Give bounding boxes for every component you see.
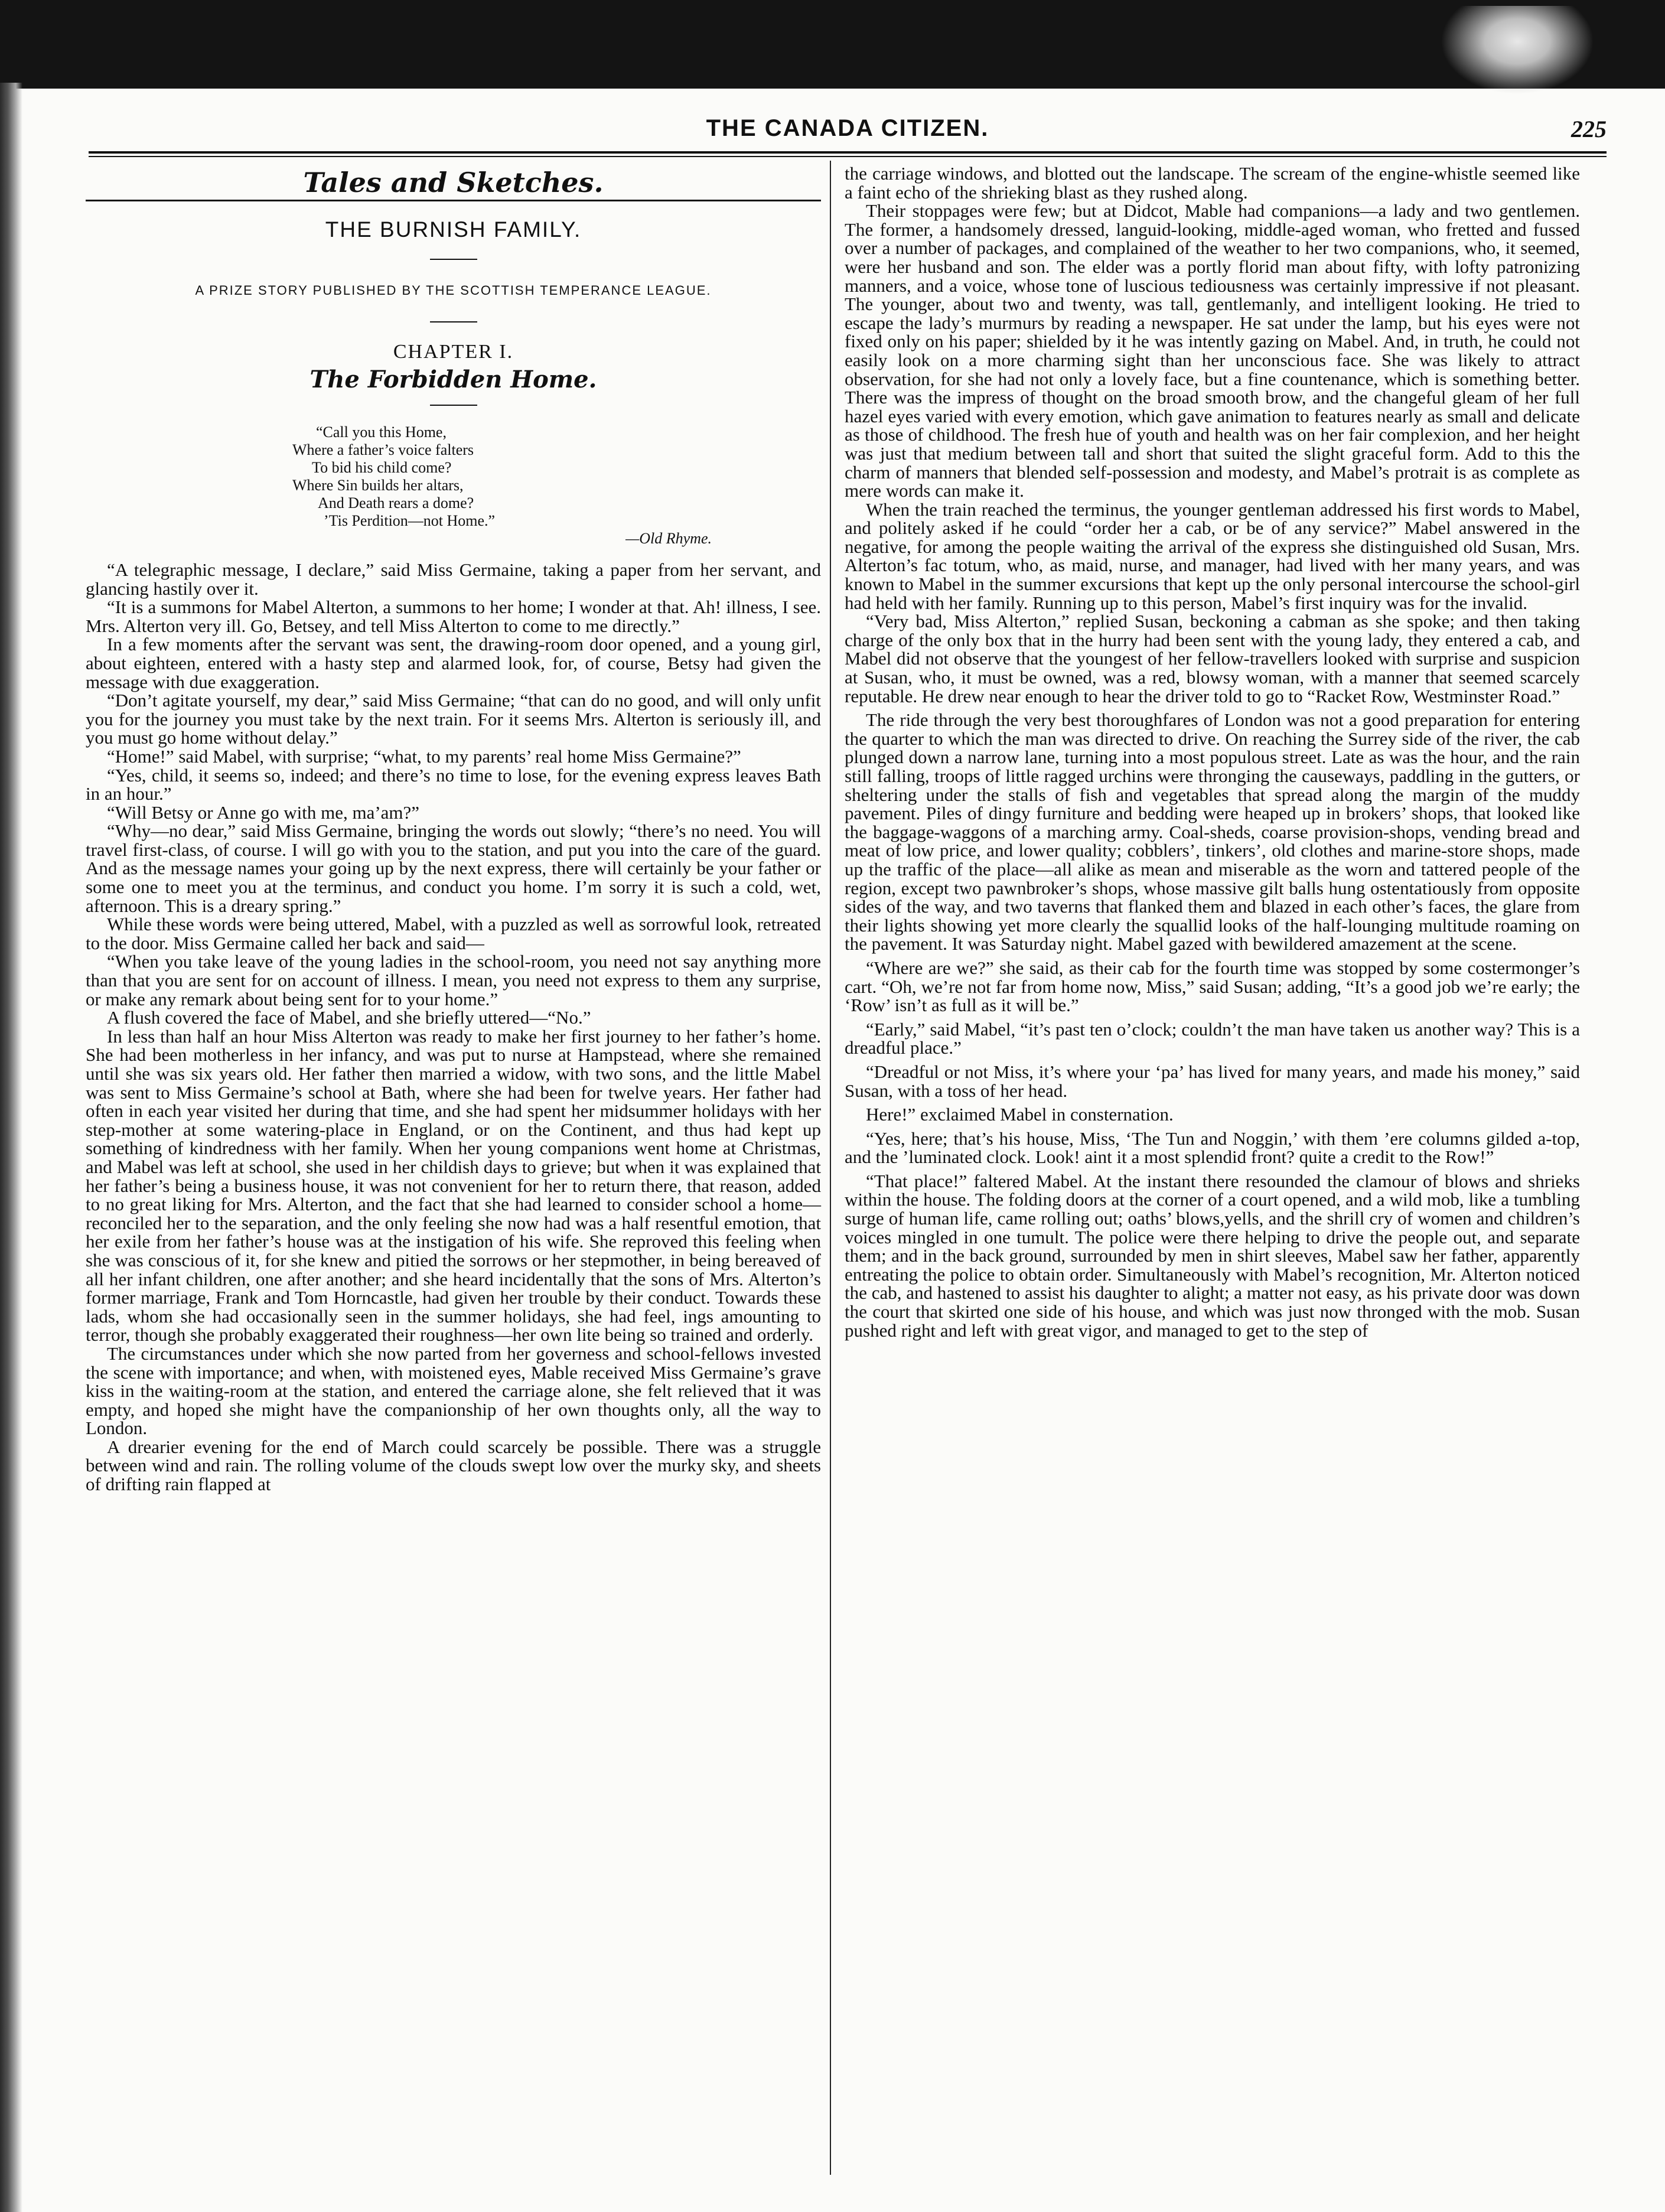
section-title: Tales and Sketches. [303,167,604,198]
epigraph-poem [86,423,821,548]
body-paragraph: While these words were being uttered, Mabel, with a puzzled as well as sorrowful look, retreated to the door. Miss Germaine called her back and said— [86,914,821,953]
right-column [845,164,1580,1340]
body-paragraph: “When you take leave of the young ladies in the school-room, you need not say anything more than that you are sent for on account of illness. I mean, you need not express to them any surprise, or make any remark about being sent for to your home.” [86,951,821,1009]
body-paragraph: When the train reached the terminus, the younger gentleman addressed his first words to Mabel, and politely asked if he could “order her a cab, or be of any service?” Mabel answered in the negative, for among the people waiting the arrival of the express she distinguished old Susan, Mrs. Alterton’s fac totum, who, as maid, nurse, and manager, had lived with her many years, and was known to Mabel in the summer excursions that kept up the only personal intercourse the school-girl had held with her family. Running up to this person, Mabel’s first inquiry was for the invalid. [845,499,1580,613]
scan-top-border [0,0,1665,89]
short-rule [430,321,477,322]
header-rule [89,151,1607,154]
story-title: THE BURNISH FAMILY. [325,217,582,242]
page-number: 225 [1571,116,1607,142]
chapter-heading: CHAPTER I. [393,340,514,363]
scan-speck [1441,6,1594,95]
page-header [89,115,1607,151]
body-paragraph: “It is a summons for Mabel Alterton, a summons to her home; I wonder at that. Ah! illness, I see. Mrs. Alterton very ill. Go, Betsey, and tell Miss Alterton to come to me directly.” [86,597,821,636]
left-column [86,164,821,1494]
poem-line: And Death rears a dome? [318,494,474,512]
body-paragraph: The ride through the very best thoroughfares of London was not a good preparation for entering the quarter to which the man was directed to drive. On reaching the Surrey side of the river, the cab plunged down a narrow lane, turning into a most populous street. Late as was the hour, and the rain still falling, troops of little ragged urchins were thronging the causeways, paddling in the gutters, or sheltering under the stalls of fish and vegetables that spread along the margin of the muddy pavement. Piles of dingy furniture and bedding were heaped up in brokers’ shops, that looked like the baggage-waggons of a marching army. Coal-sheds, coarse provision-shops, vending bread and meat of low price, and lower quality; cobblers’, tinkers’, old clothes and marine-store shops, made up the traffic of the place—all alike as mean and miserable as the worn and tattered people of the region, except two pawnbroker’s shops, whose massive gilt balls hung ostentatiously from opposite sides of the way, and two taverns that flanked them and blazed in each other’s faces, the glare from their lights showing yet more clearly the squallid looks of the half-lounging multitude roaming on the pavement. It was Saturday night. Mabel gazed with bewildered amazement at the scene. [845,709,1580,954]
body-paragraph: “Yes, child, it seems so, indeed; and there’s no time to lose, for the evening express leaves Bath in an hour.” [86,764,821,804]
body-paragraph: “Dreadful or not Miss, it’s where your ‘pa’ has lived for many years, and made his money,” said Susan, with a toss of her head. [845,1061,1580,1101]
body-paragraph: “Very bad, Miss Alterton,” replied Susan, beckoning a cabman as she spoke; and then taking charge of the only box that in the hurry had been sent with the young lady, they entered a cab, and Mabel did not observe that the youngest of her fellow-travellers looked with surprise and suspicion at Susan, who, it must be owned, was a red, blowsy woman, with a manner that seemed scarcely reputable. He drew near enough to hear the driver told to go to “Racket Row, Westminster Road.” [845,611,1580,706]
body-paragraph: A drearier evening for the end of March could scarcely be possible. There was a struggle between wind and rain. The rolling volume of the clouds swept low over the murky sky, and sheets of drifting rain flapped at [86,1436,821,1495]
body-paragraph: Here!” exclaimed Mabel in consternation. [866,1104,1174,1125]
scan-left-edge [0,83,22,2212]
body-paragraph: The circumstances under which she now parted from her governess and school-fellows invested the scene with importance; and when, with moistened eyes, Mable received Miss Germaine’s grave kiss in the waiting-room at the station, and entered the carriage alone, she felt relieved that it was empty, and hoped she might have the companionship of her own thoughts only, all the way to London. [86,1343,821,1439]
body-paragraph: In less than half an hour Miss Alterton was ready to make her first journey to her father’s home. She had been motherless in her infancy, and was put to nurse at Hampstead, where she remained until she was six years old. Her father then married a widow, with two sons, and the little Mabel was sent to Miss Germaine’s school at Bath, where she had been for twelve years. Her father had often in each year visited her during that time, and she had spent her midsummer holidays with her step-mother at some watering-place in England, or on the Continent, and thus had kept up something of kindredness with her family. When her young companions went home at Christmas, and Mabel was left at school, she used in her childish days to grieve; but when it was explained that her father’s being a business house, it was not convenient for her to return there, that reason, added to no great liking for Mrs. Alterton, and the fact that she had learned to consider school a home—reconciled her to the separation, and the only feeling she now had was a half resentful emotion, that her exile from her father’s house was at the instigation of his wife. She reproved this feeling when she was conscious of it, for she knew and pitied the sorrows or her stepmother, in being bereaved of all her infant children, one after another; and she heard incidentally that the sons of Mrs. Alterton’s former marriage, Frank and Tom Horncastle, had given her trouble by their conduct. Towards these lads, whom she had occasionally seen in the summer holidays, she had feel, ings amounting to terror, though she probably exaggerated their roughness—her own lite being so trained and orderly. [86,1025,821,1346]
poem-line: Where a father’s voice falters [292,441,474,458]
body-paragraph: “Yes, here; that’s his house, Miss, ‘The Tun and Noggin,’ with them ’ere columns gilded a-top, and the ’luminated clock. Look! aint it a most splendid front? quite a credit to the Row!” [845,1128,1580,1168]
prize-line: A PRIZE STORY PUBLISHED BY THE SCOTTISH TEMPERANCE LEAGUE. [195,283,712,298]
body-paragraph: A flush covered the face of Mabel, and she briefly uttered—“No.” [107,1007,591,1028]
poem-line: ’Tis Perdition—not Home.” [324,512,496,529]
newspaper-title: THE CANADA CITIZEN. [706,115,989,141]
poem-line: Where Sin builds her altars, [292,476,464,494]
poem-attribution: —Old Rhyme. [625,529,712,547]
chapter-title: The Forbidden Home. [309,366,597,394]
body-paragraph: “Where are we?” she said, as their cab for the fourth time was stopped by some costermonger’s cart. “Oh, we’re not far from home now, Miss,” said Susan; adding, “It’s a good job we’re early; the ‘Row’ isn’t as full as it will be.” [845,957,1580,1016]
body-paragraph: “Why—no dear,” said Miss Germaine, bringing the words out slowly; “there’s no need. You will travel first-class, of course. I will go with you to the station, and put you into the care of the guard. And as the message names your going up by the next express, there will certainly be your father or some one to meet you at the terminus, and conduct you home. I’m sorry it is such a cold, wet, afternoon. This is a dreary spring.” [86,820,821,916]
body-paragraph: Their stoppages were few; but at Didcot, Mable had companions—a lady and two gentlemen. The former, a handsomely dressed, languid-looking, middle-aged woman, who fretted and fussed over a number of packages, and complained of the weather to her two companions, who, it seemed, were her husband and son. The elder was a portly florid man about fifty, with lofty patronizing manners, and a voice, whose tone of luscious tediousness was certainly impressive if not pleasant. The younger, about two and twenty, was tall, gentlemanly, and intelligent looking. He tried to escape the lady’s murmurs by reading a newspaper. He sat under the lamp, but his eyes were not fixed only on his paper; shielded by it he was intently gazing on Mabel. And, in truth, he could not easily look on a more charming sight than her unconscious face. She was likely to attract observation, for she had not only a lovely face, but a fine countenance, which is something better. There was the impress of thought on the broad smooth brow, and the changeful gleam of her full hazel eyes varied with every emotion, which gave animation to features nearly as small and delicate as those of childhood. The fresh hue of youth and health was on her fair complexion, and her height was just that medium between tall and short that suited the slight graceful form. Add to this the charm of manners that blended self-possession and modesty, and Mabel’s protrait is as complete as mere words can make it. [845,200,1580,501]
poem-line: To bid his child come? [312,458,452,476]
section-rule [86,200,821,201]
body-paragraph: “Will Betsy or Anne go with me, ma’am?” [107,802,420,823]
body-paragraph: “Don’t agitate yourself, my dear,” said Miss Germaine; “that can do no good, and will only unfit you for the journey you must take by the next train. For it seems Mrs. Alterton is seriously ill, and you must go home without delay.” [86,690,821,748]
body-paragraph: the carriage windows, and blotted out the landscape. The scream of the engine-whistle seemed like a faint echo of the shrieking blast as they rushed along. [845,163,1580,203]
column-divider [830,161,831,2175]
short-rule [430,405,477,406]
body-paragraph: “A telegraphic message, I declare,” said Miss Germaine, taking a paper from her servant, and glancing hastily over it. [86,559,821,599]
body-paragraph: “That place!” faltered Mabel. At the instant there resounded the clamour of blows and shrieks within the house. The folding doors at the corner of a court opened, and a wild mob, like a tumbling surge of human life, came rolling out; oaths’ blows,yells, and the shrill cry of women and children’s voices mingled in one tumult. The police were there helping to drive the people out, and separate them; and in the back ground, surrounded by men in shirt sleeves, Mabel saw her father, apparently entreating the police to obtain order. Simultaneously with Mabel’s recognition, Mr. Alterton noticed the cab, and hastened to assist his daughter to alight; a matter not easy, as his private door was down the court that skirted one side of his house, and which was just now thronged with the mob. Susan pushed right and left with great vigor, and managed to get to the step of [845,1170,1580,1341]
body-paragraph: “Early,” said Mabel, “it’s past ten o’clock; couldn’t the man have taken us another way? This is a dreadful place.” [845,1018,1580,1058]
body-paragraph: “Home!” said Mabel, with surprise; “what, to my parents’ real home Miss Germaine?” [107,745,741,767]
body-paragraph: In a few moments after the servant was sent, the drawing-room door opened, and a young girl, about eighteen, entered with a hasty step and alarmed look, for, of course, Betsy had given the message with due exaggeration. [86,634,821,692]
short-rule [430,259,477,260]
header-rule-thin [89,156,1607,157]
poem-line: “Call you this Home, [316,423,447,441]
